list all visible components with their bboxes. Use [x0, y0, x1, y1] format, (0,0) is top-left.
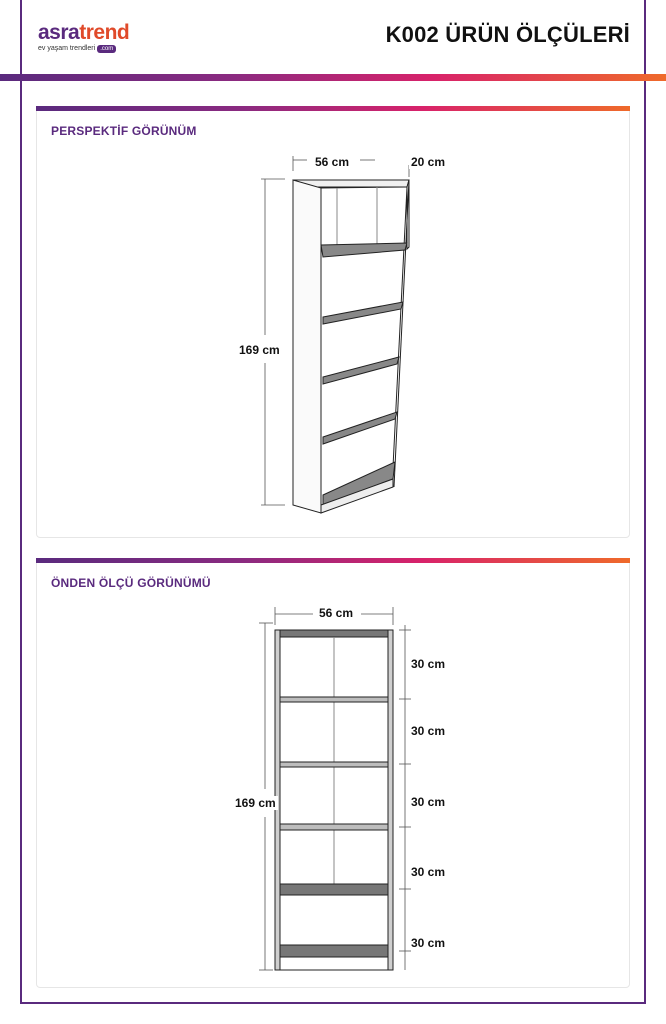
front-shelf-4: [280, 884, 388, 895]
front-bottom-shelf: [280, 945, 388, 957]
shelf-2: [323, 302, 403, 324]
shelf-spacing-label: 30 cm: [411, 657, 446, 671]
shelf-spacing-label: 30 cm: [411, 724, 446, 738]
front-top-board: [275, 630, 393, 637]
shelf-spacing-label: 30 cm: [411, 936, 446, 950]
shelf-4: [323, 412, 397, 444]
perspective-title: PERSPEKTİF GÖRÜNÜM: [51, 124, 197, 138]
front-height-label: 169 cm: [235, 796, 276, 810]
perspective-drawing: [37, 107, 631, 539]
left-side-panel: [293, 180, 321, 513]
front-title: ÖNDEN ÖLÇÜ GÖRÜNÜMÜ: [51, 576, 211, 590]
front-drawing: [37, 559, 631, 989]
front-width-label: 56 cm: [319, 606, 354, 620]
front-kick-plate: [280, 957, 388, 970]
perspective-card: [36, 106, 630, 538]
shelf-1: [321, 243, 407, 257]
shelf-spacing-label: 30 cm: [411, 865, 446, 879]
logo-tagline: ev yaşam trendleri: [38, 45, 96, 52]
front-right-side: [388, 630, 393, 970]
front-card: [36, 558, 630, 988]
front-shelf-1: [280, 697, 388, 702]
logo-tagline-row: [38, 45, 129, 53]
perspective-depth-label: 20 cm: [411, 155, 446, 169]
front-shelf-3: [280, 824, 388, 830]
logo-wordmark: [38, 22, 129, 44]
logo-accent: trend: [79, 21, 130, 44]
logo-com-badge: .com: [97, 45, 116, 53]
front-shelf-2: [280, 762, 388, 767]
perspective-width-label: 56 cm: [315, 155, 350, 169]
shelf-3: [323, 357, 399, 384]
shelf-spacing-label: 30 cm: [411, 795, 446, 809]
brand-logo[interactable]: [38, 22, 129, 53]
header-gradient-bar: [0, 74, 666, 81]
logo-main: asra: [38, 21, 80, 44]
header: [0, 0, 666, 80]
page-title: K002 ÜRÜN ÖLÇÜLERİ: [385, 22, 630, 47]
perspective-height-label: 169 cm: [239, 343, 280, 357]
